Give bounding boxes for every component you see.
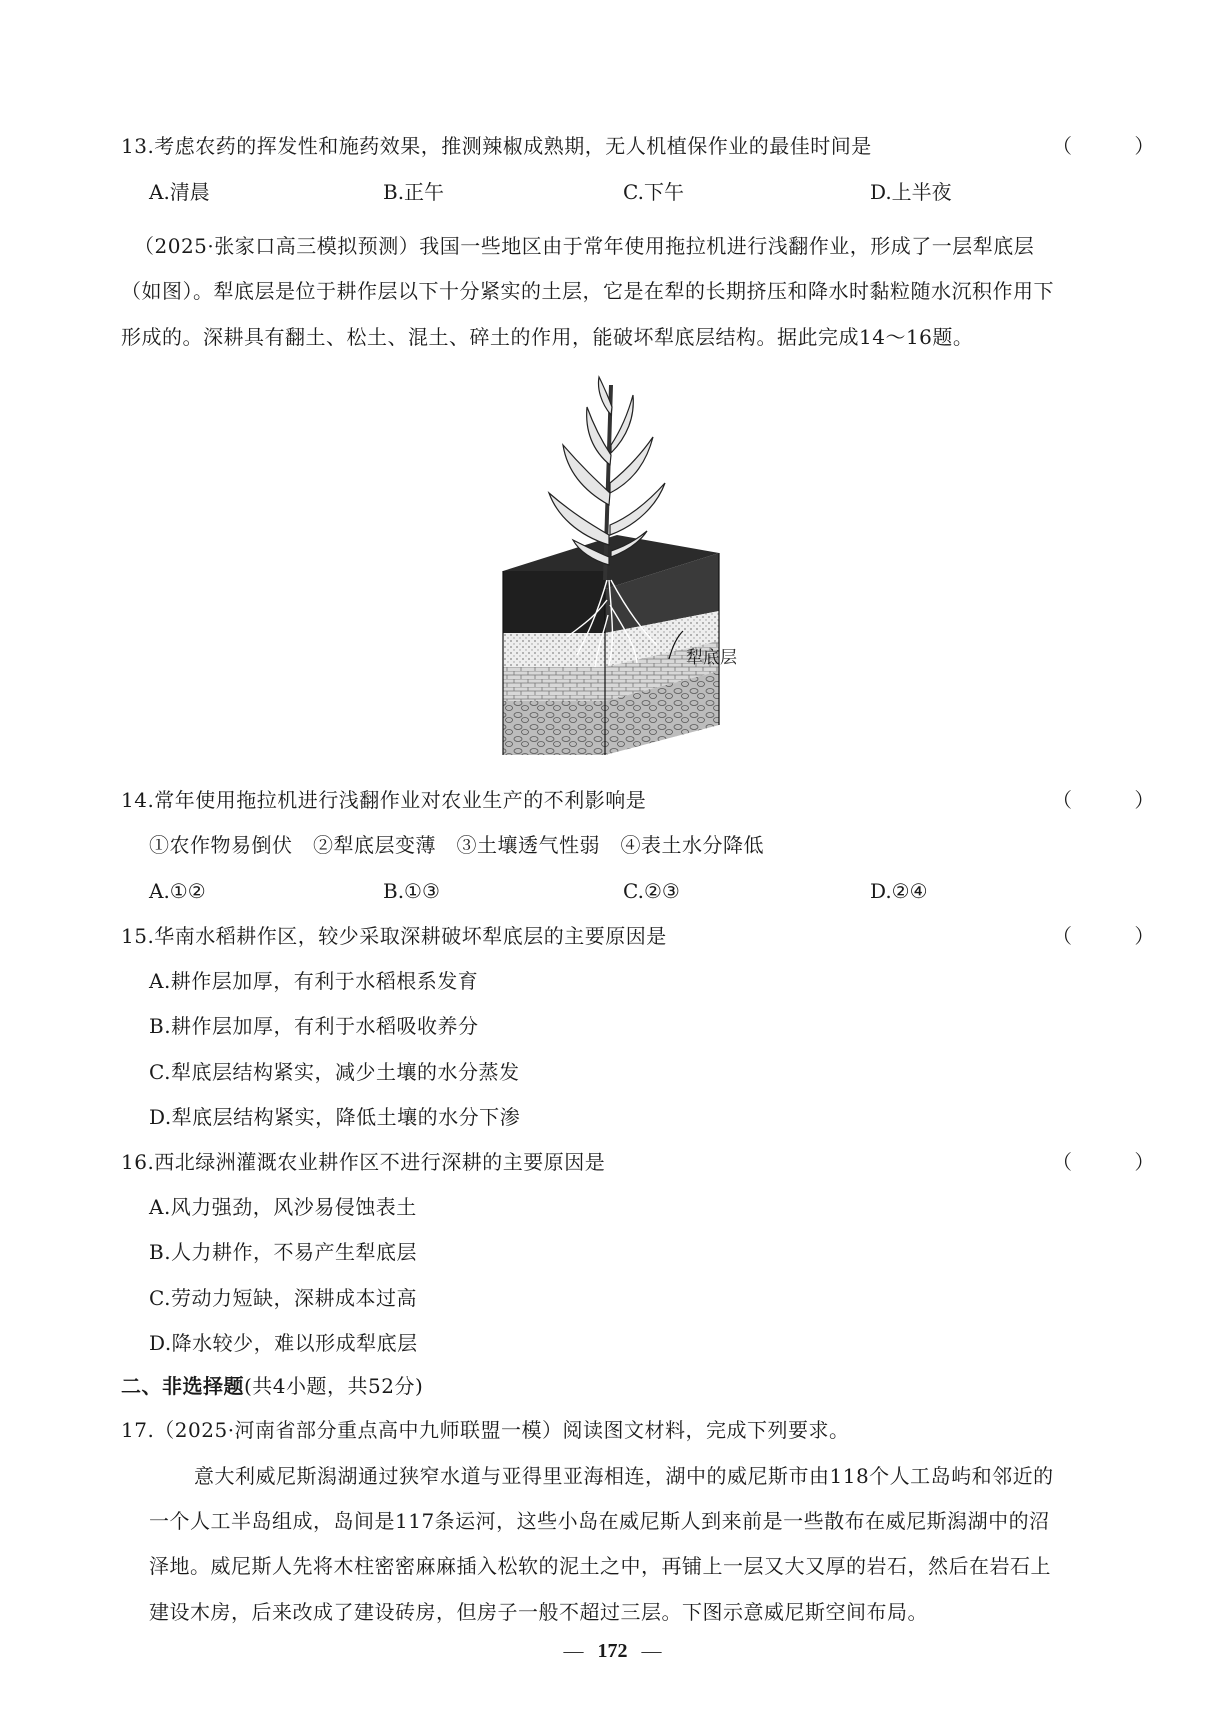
q13-option-c: C.下午 — [623, 180, 684, 204]
q17-material-line-3: 泽地。威尼斯人先将木柱密密麻麻插入松软的泥土之中，再铺上一层又大又厚的岩石，然后在岩石上 — [149, 1554, 1051, 1578]
section-note: (共4小题，共52分) — [244, 1374, 424, 1398]
q14-answer-paren: （ ） — [1052, 788, 1183, 812]
q15-stem: 15.华南水稻耕作区，较少采取深耕破坏犁底层的主要原因是 — [121, 924, 667, 948]
q16-option-a: A.风力强劲，风沙易侵蚀表土 — [149, 1195, 417, 1219]
q13-answer-paren: （ ） — [1052, 134, 1183, 158]
q14-option-b: B.①③ — [383, 879, 440, 903]
q15-option-c: C.犁底层结构紧实，减少土壤的水分蒸发 — [149, 1060, 520, 1084]
q13-stem: 13.考虑农药的挥发性和施药效果，推测辣椒成熟期，无人机植保作业的最佳时间是 — [121, 134, 872, 158]
section-heading — [121, 1372, 423, 1400]
q16-stem: 16.西北绿洲灌溉农业耕作区不进行深耕的主要原因是 — [121, 1150, 606, 1174]
q15-option-d: D.犁底层结构紧实，降低土壤的水分下渗 — [149, 1105, 521, 1129]
q13-option-b: B.正午 — [383, 180, 445, 204]
q16-option-b: B.人力耕作，不易产生犁底层 — [149, 1240, 418, 1264]
q15-option-a: A.耕作层加厚，有利于水稻根系发育 — [149, 969, 479, 993]
q17-material-line-1: 意大利威尼斯潟湖通过狭窄水道与亚得里亚海相连，湖中的威尼斯市由118个人工岛屿和邻近的 — [194, 1464, 1054, 1488]
page-number: 172 — [597, 1640, 628, 1662]
footer-dash-right: — — [641, 1640, 662, 1662]
q17-stem: 17.（2025·河南省部分重点高中九师联盟一模）阅读图文材料，完成下列要求。 — [121, 1418, 850, 1442]
material-line-3: 形成的。深耕具有翻土、松土、混土、碎土的作用，能破坏犁底层结构。据此完成14～16题。 — [121, 325, 974, 349]
q15-option-b: B.耕作层加厚，有利于水稻吸收养分 — [149, 1014, 479, 1038]
section-title: 二、非选择题 — [121, 1374, 244, 1398]
q16-option-d: D.降水较少，难以形成犁底层 — [149, 1331, 418, 1355]
q16-answer-paren: （ ） — [1052, 1150, 1183, 1174]
q13-option-a: A.清晨 — [149, 180, 210, 204]
q16-option-c: C.劳动力短缺，深耕成本过高 — [149, 1286, 417, 1310]
q14-option-a: A.①② — [149, 879, 206, 903]
q14-option-c: C.②③ — [623, 879, 680, 903]
q14-option-d: D.②④ — [870, 879, 928, 903]
page-number-footer — [0, 1640, 1225, 1663]
q17-material-line-4: 建设木房，后来改成了建设砖房，但房子一般不超过三层。下图示意威尼斯空间布局。 — [149, 1600, 928, 1624]
material-line-2: （如图）。犁底层是位于耕作层以下十分紧实的土层，它是在犁的长期挤压和降水时黏粒随水沉积作用下 — [121, 279, 1054, 303]
q13-option-d: D.上半夜 — [870, 180, 952, 204]
q15-answer-paren: （ ） — [1052, 924, 1183, 948]
q17-material-line-2: 一个人工半岛组成，岛间是117条运河，这些小岛在威尼斯人到来前是一些散布在威尼斯潟湖中的沼 — [149, 1509, 1050, 1533]
plow-pan-label: 犁底层 — [686, 648, 737, 668]
q14-stem: 14.常年使用拖拉机进行浅翻作业对农业生产的不利影响是 — [121, 788, 647, 812]
q14-statements: ①农作物易倒伏 ②犁底层变薄 ③土壤透气性弱 ④表土水分降低 — [149, 833, 764, 857]
material-line-1: （2025·张家口高三模拟预测）我国一些地区由于常年使用拖拉机进行浅翻作业，形成了一层犁底层 — [134, 234, 1035, 258]
footer-dash-left: — — [563, 1640, 584, 1662]
plow-pan-figure — [497, 375, 743, 755]
